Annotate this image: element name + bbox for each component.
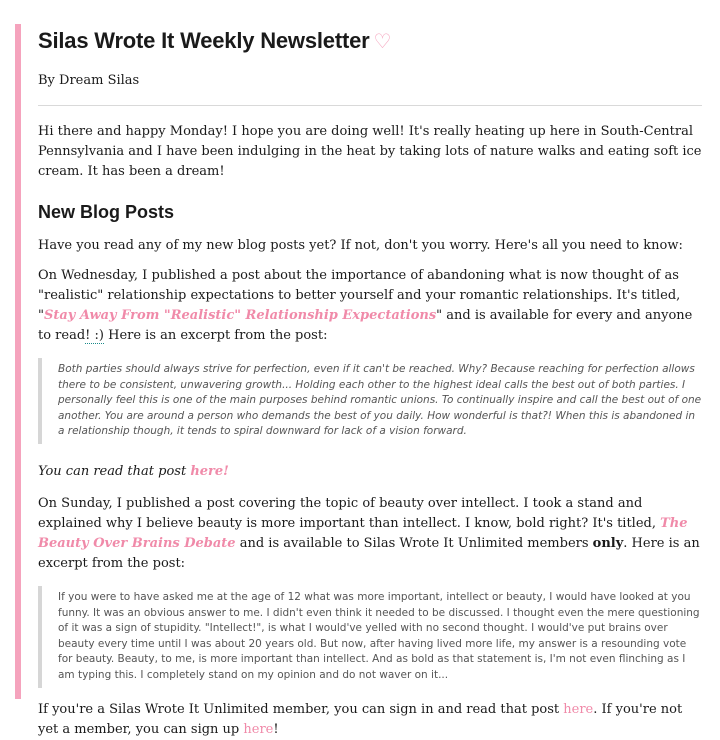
post1-paragraph: On Wednesday, I published a post about the importance of abandoning what is now thought of as "realistic" relationship expectations to better yourself and your romantic relationships. It's titled, "Stay Away From "Realistic" Relationship Expectations" and is available for every and anyone to read! :) Here is an excerpt from the post:	[38, 268, 693, 343]
divider	[38, 105, 702, 106]
intro-paragraph: Hi there and happy Monday! I hope you are doing well! It's really heating up here in South-Central Pennsylvania and I have been indulging in the heat by taking lots of nature walks and eating soft ice cream. It has been a dream!	[38, 124, 702, 179]
heart-outline-icon: ♡	[373, 31, 392, 53]
accent-bar	[15, 24, 21, 699]
post1-excerpt	[38, 358, 702, 444]
only-emphasis: only	[592, 535, 624, 551]
section-intro: Have you read any of my new blog posts yet? If not, don't you worry. Here's all you need to know:	[38, 238, 683, 253]
post1-excerpt-text: Both parties should always strive for perfection, even if it can't be reached. Why? Because reaching for perfection allows there to be consistent, unwavering growth... Holding each other to the highest ideal calls the best out of both parties. I personally feel this is one of the main purposes behind romantic unions. To continually inspire and call the best out of one another. You are around a person who demands the best of you daily. How wonderful is that?! When this is abandoned in a relationship though, it tends to spiral downward for lack of a vision forward.	[58, 363, 702, 438]
smiley-emoticon: ! :)	[85, 328, 104, 343]
post1-read-link[interactable]: here!	[190, 463, 229, 479]
post2-excerpt-text: If you were to have asked me at the age of 12 what was more important, intellect or beauty, I would have looked at you funny. It was an obvious answer to me. I didn't even think it needed to be discussed. I thought even the mere questioning of it was a sign of stupidity. "Intellect!", is what I would've yelled with no second thought. I would've put brains over beauty every time until I was about 20 years old. But now, after having lived more life, my answer is a resounding vote for beauty. Beauty, to me, is more important than intellect. And as bold as that statement is, I'm not even flinching as I am typing this. I completely stand on my opinion and do not waver on it...	[58, 590, 700, 681]
signup-paragraph: If you're a Silas Wrote It Unlimited member, you can sign in and read that post here. If you're not yet a member, you can sign up here!	[38, 701, 683, 737]
post2-excerpt	[38, 586, 702, 688]
title-text: Silas Wrote It Weekly Newsletter	[38, 28, 370, 53]
byline: By Dream Silas	[38, 73, 140, 88]
newsletter-content	[38, 26, 702, 740]
newsletter-title	[38, 26, 702, 57]
section-heading: New Blog Posts	[38, 202, 175, 222]
signin-link[interactable]: here	[563, 701, 594, 717]
post1-title-link[interactable]: Stay Away From "Realistic" Relationship Expectations	[43, 308, 437, 323]
post1-read-line: You can read that post here!	[38, 463, 229, 479]
post2-title-link[interactable]: The Beauty Over Brains Debate	[38, 515, 688, 551]
post2-paragraph: On Sunday, I published a post covering the topic of beauty over intellect. I took a stand and explained why I believe beauty is more important than intellect. I know, bold right? It's titled, The Beauty Over Brains Debate and is available to Silas Wrote It Unlimited members only. Here is an excerpt from the post:	[38, 495, 700, 571]
signup-link[interactable]: here	[243, 721, 274, 737]
